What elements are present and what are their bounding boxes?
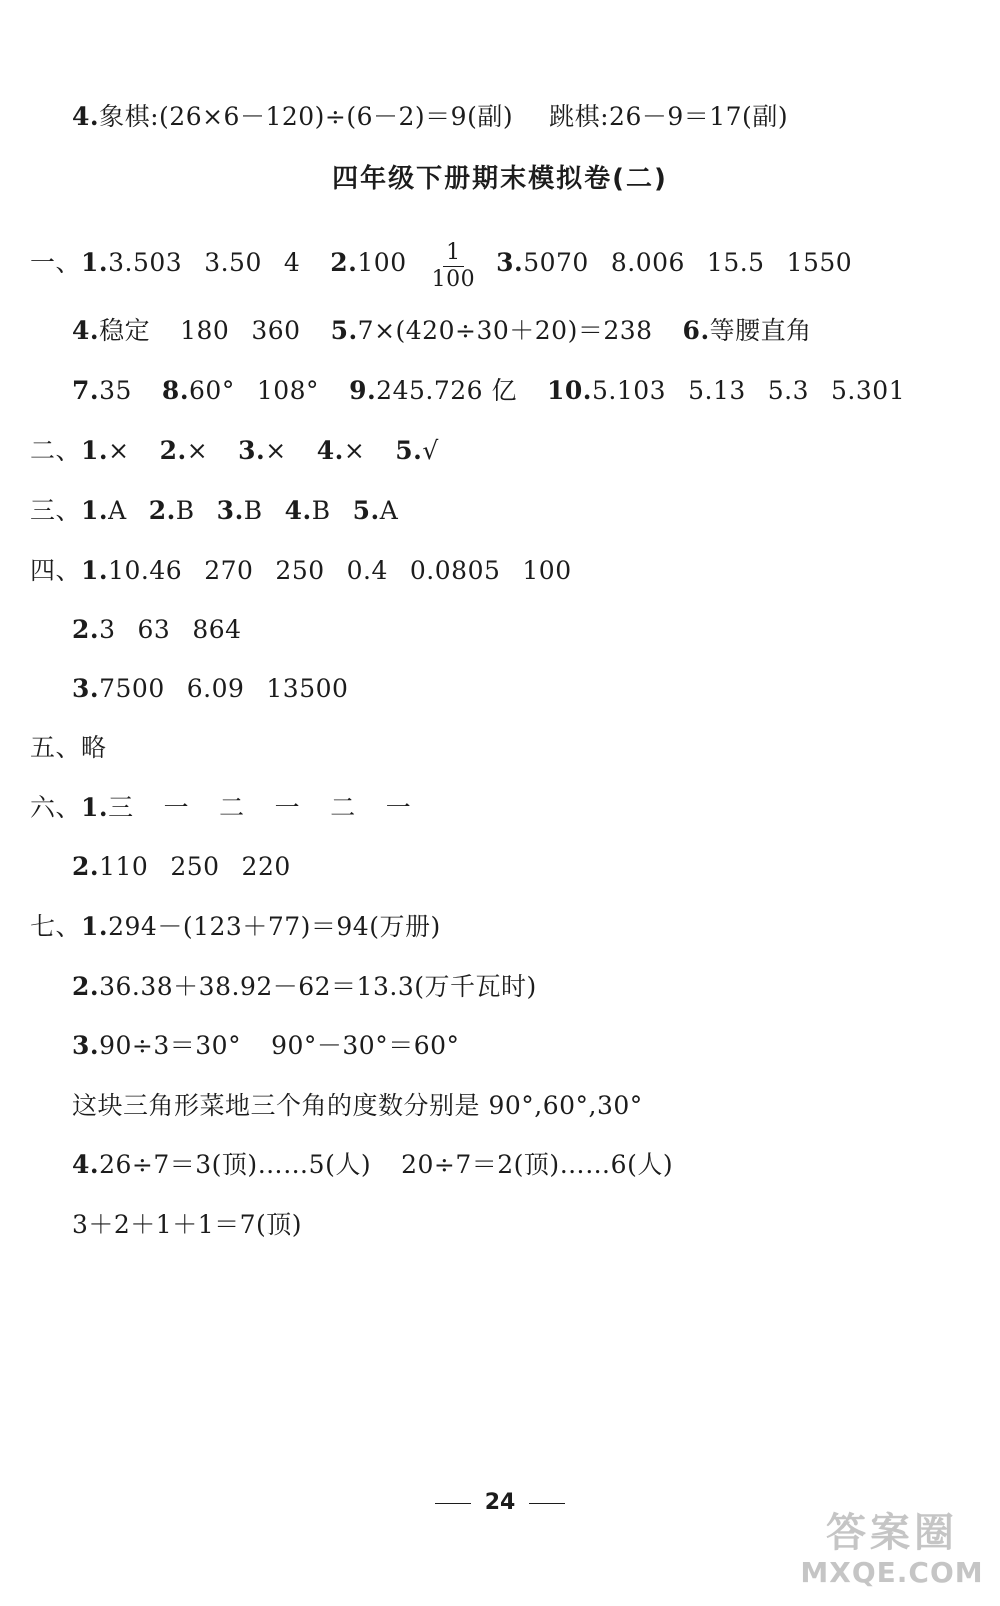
answer-item: 4 [283, 248, 301, 277]
s7-line-5 [72, 1148, 673, 1182]
question-number: 3. [238, 436, 266, 465]
section-label: 四、 [30, 556, 82, 585]
section-label: 三、 [30, 496, 82, 525]
question-number: 1. [81, 248, 109, 277]
s4-line-3 [72, 672, 348, 706]
question-number: 1. [81, 912, 109, 941]
section-label: 六、 [30, 793, 82, 822]
answer-sentence: 这块三角形菜地三个角的度数分别是 90°,60°,30° [72, 1091, 643, 1120]
s3-line [30, 494, 398, 528]
answer-item: 100 [357, 248, 407, 277]
answer-item: 一 [274, 793, 301, 822]
answer-item: 3 [99, 615, 116, 644]
question-number: 10. [547, 376, 593, 405]
answer-item: 100 [522, 556, 572, 585]
question-number: 7. [72, 376, 100, 405]
answer-item: 二 [330, 793, 356, 822]
question-number: 2. [72, 972, 100, 1001]
s7-line-6 [72, 1208, 302, 1242]
s7-line-3 [72, 1029, 460, 1063]
answer-mark: × [343, 436, 366, 465]
question-number: 5. [330, 316, 358, 345]
answer-mark: × [108, 436, 130, 465]
answer-item: 3.503 [108, 248, 183, 277]
answer-item: 220 [241, 852, 291, 881]
answer-text: 90°－30°＝60° [271, 1031, 460, 1060]
question-number: 5. [352, 496, 380, 525]
s7-line-4 [72, 1089, 643, 1123]
question-number: 8. [161, 376, 190, 405]
answer-item: 60° [189, 376, 235, 405]
answer-item: 5.3 [767, 376, 810, 405]
question-number: 4. [316, 436, 344, 465]
s6-line-1 [30, 791, 411, 825]
section-label: 一、 [30, 248, 82, 277]
question-number: 3. [72, 1031, 100, 1060]
answer-item: 108° [256, 376, 320, 405]
answer-text: 35 [99, 376, 132, 405]
answer-item: 250 [170, 852, 220, 881]
answer-text: 略 [81, 733, 107, 762]
question-number: 2. [72, 852, 100, 881]
answer-item: 360 [251, 316, 301, 345]
fraction [429, 240, 479, 293]
section-label: 二、 [30, 436, 82, 465]
answer-line-prev-4 [72, 100, 788, 134]
answer-item: 5.13 [688, 376, 746, 405]
answer-item: 三 [108, 793, 134, 822]
answer-item: 6.09 [186, 674, 245, 703]
answer-item: 稳定 [99, 316, 151, 345]
answer-choice: A [108, 496, 127, 525]
question-number: 4. [72, 102, 100, 131]
answer-choice: B [311, 496, 331, 525]
question-number: 4. [72, 1150, 100, 1179]
s2-line [30, 434, 439, 468]
answer-item: 180 [180, 316, 230, 345]
answer-item: 0.0805 [409, 556, 501, 585]
answer-item: 15.5 [706, 248, 765, 277]
answer-item: 63 [137, 615, 171, 644]
s1-line-1 [30, 238, 852, 291]
dash-left [435, 1503, 471, 1504]
answer-text: 245.726 亿 [376, 376, 518, 405]
question-number: 1. [81, 556, 109, 585]
answer-item: 10.46 [108, 556, 183, 585]
answer-text: 294－(123＋77)＝94(万册) [108, 912, 441, 941]
section-label: 七、 [30, 912, 82, 941]
question-number: 5. [395, 436, 423, 465]
question-number: 3. [72, 674, 100, 703]
s4-line-1 [30, 554, 572, 588]
answer-item: 5070 [523, 248, 589, 277]
answer-text: 3＋2＋1＋1＝7(顶) [72, 1210, 303, 1239]
answer-text: 等腰直角 [709, 316, 812, 345]
answer-text: 20÷7＝2(顶)……6(人) [401, 1150, 674, 1179]
answer-item: 一 [385, 793, 412, 822]
answer-mark: × [186, 436, 209, 465]
answer-text: 26÷7＝3(顶)……5(人) [99, 1150, 372, 1179]
question-number: 2. [72, 615, 100, 644]
question-number: 1. [81, 436, 109, 465]
answer-item: 5.103 [592, 376, 667, 405]
question-number: 4. [284, 496, 312, 525]
s1-line-3 [72, 374, 905, 408]
answer-item: 二 [219, 793, 245, 822]
answer-item: 7500 [99, 674, 165, 703]
question-number: 2. [330, 248, 358, 277]
question-number: 2. [159, 436, 187, 465]
answer-item: 一 [163, 793, 190, 822]
answer-item: 5.301 [831, 376, 906, 405]
answer-item: 270 [204, 556, 254, 585]
answer-item: 110 [99, 852, 149, 881]
section-title: 四年级下册期末模拟卷(二) [332, 164, 668, 194]
dash-right [529, 1503, 565, 1504]
watermark-en: MXQE.COM [800, 1556, 984, 1589]
s1-line-2 [72, 314, 812, 348]
s5-line [30, 731, 107, 765]
answer-text: 象棋:(26×6－120)÷(6－2)＝9(副) [99, 102, 514, 131]
question-number: 2. [148, 496, 176, 525]
section-label: 五、 [30, 733, 82, 762]
s6-line-2 [72, 850, 291, 884]
watermark-cn: 答案圈 [826, 1510, 958, 1556]
question-number: 3. [496, 248, 524, 277]
answer-choice: A [379, 496, 399, 525]
answer-text: 7×(420÷30＋20)＝238 [357, 316, 653, 345]
answer-item: 13500 [266, 674, 349, 703]
answer-choice: B [175, 496, 195, 525]
answer-mark: √ [422, 436, 439, 465]
question-number: 9. [349, 376, 377, 405]
fraction-denominator: 100 [431, 267, 476, 292]
answer-item: 250 [275, 556, 325, 585]
page-number-text: 24 [484, 1490, 516, 1515]
answer-text: 36.38＋38.92－62＝13.3(万千瓦时) [99, 972, 537, 1001]
fraction-numerator: 1 [443, 240, 464, 267]
answer-item: 8.006 [610, 248, 685, 277]
answer-choice: B [243, 496, 263, 525]
question-number: 1. [81, 793, 109, 822]
watermark-logo [792, 1510, 992, 1600]
s4-line-2 [72, 613, 242, 647]
answer-mark: × [265, 436, 287, 465]
question-number: 1. [81, 496, 109, 525]
answer-item: 3.50 [204, 248, 262, 277]
answer-item: 0.4 [346, 556, 388, 585]
question-number: 4. [72, 316, 100, 345]
s7-line-1 [30, 910, 441, 944]
answer-item: 1550 [786, 248, 853, 277]
question-number: 3. [216, 496, 244, 525]
question-number: 6. [682, 316, 710, 345]
answer-item: 864 [192, 615, 242, 644]
answer-text: 90÷3＝30° [99, 1031, 242, 1060]
s7-line-2 [72, 970, 537, 1004]
answer-text: 跳棋:26－9＝17(副) [549, 102, 789, 131]
